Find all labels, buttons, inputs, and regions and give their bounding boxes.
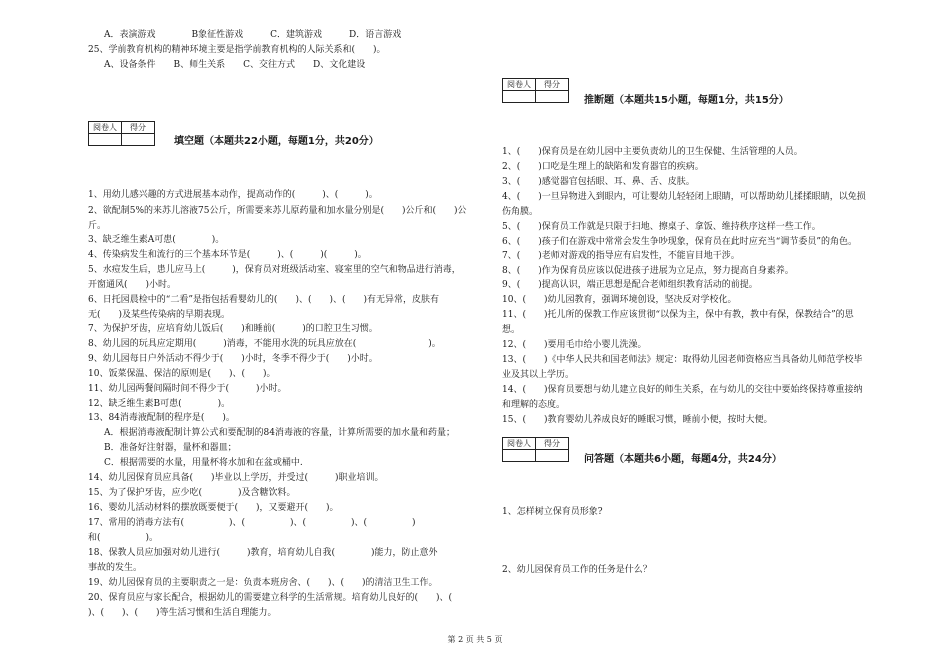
question-line: 17、常用的消毒方法有( )、( )、( )、( ) <box>88 518 416 528</box>
judge-line: 11、( )托儿所的保教工作应该贯彻“以保为主，保中有教，教中有保，保教结合”的思 <box>502 310 854 320</box>
score-box-grader-cell <box>89 134 122 146</box>
option-line: A、设备条件 B、师生关系 C、交往方式 D、文化建设 <box>104 60 366 70</box>
judge-line: 4、( )一旦异物进入到眼内，可让婴幼儿轻轻闭上眼睛，可以帮助幼儿揉揉眼睛，以免损 <box>502 192 866 202</box>
judge-line: 想。 <box>502 325 521 335</box>
question-line: 12、缺乏维生素B可患( )。 <box>88 399 231 409</box>
question-line: 3、缺乏维生素A可患( )。 <box>88 235 225 245</box>
section-title-judge: 推断题（本题共15小题，每题1分，共15分） <box>584 95 789 106</box>
option-line: A．表演游戏 B象征性游戏 C．建筑游戏 D．语言游戏 <box>104 30 402 40</box>
page-number: 第 2 页 共 5 页 <box>447 635 503 644</box>
judge-line: 2、( )口吃是生理上的缺陷和发育器官的疾病。 <box>502 162 704 172</box>
section-title-fill-blank: 填空题（本题共22小题，每题1分，共20分） <box>174 136 379 147</box>
question-line: 25、学前教育机构的精神环境主要是指学前教育机构的人际关系和( )。 <box>88 45 386 55</box>
score-box <box>502 437 569 462</box>
question-line: 13、84消毒液配制的程序是( )。 <box>88 413 235 423</box>
score-box-grader-label: 阅卷人 <box>503 438 536 450</box>
question-line: 斤。 <box>88 221 107 231</box>
question-line: 和( )。 <box>88 533 159 543</box>
judge-line: 13、( )《中华人民共和国老师法》规定：取得幼儿园老师资格应当具备幼儿师范学校毕 <box>502 355 863 365</box>
judge-line: 5、( )保育员工作就是只限于扫地、擦桌子、拿饭、维持秩序这样一些工作。 <box>502 222 821 232</box>
judge-line: 7、( )老师对游戏的指导应有启发性，不能盲目地干涉。 <box>502 251 740 261</box>
question-line: 无( )及某些传染病的早期表现。 <box>88 310 231 320</box>
question-line: )、( )、( )等生活习惯和生活自理能力。 <box>88 608 277 618</box>
judge-line: 14、( )保育员要想与幼儿建立良好的师生关系，在与幼儿的交往中要始终保持尊重接纳 <box>502 385 863 395</box>
judge-line: 6、( )孩子们在游戏中常常会发生争吵现象，保育员在此时应充当“调节委员”的角色。 <box>502 237 857 247</box>
question-line: 19、幼儿园保育员的主要职责之一是：负责本班房舍、( )、( )的清洁卫生工作。 <box>88 578 438 588</box>
question-line: 18、保教人员应加强对幼儿进行( )教育，培育幼儿自我( )能力，防止意外 <box>88 548 438 558</box>
section-title-qa: 问答题（本题共6小题，每题4分，共24分） <box>584 454 782 465</box>
score-box <box>88 121 155 146</box>
qa-question: 2、幼儿园保育员工作的任务是什么？ <box>502 565 652 575</box>
score-box-score-label: 得分 <box>122 122 155 134</box>
score-box-score-label: 得分 <box>536 438 569 450</box>
question-line: 11、幼儿园两餐间隔时间不得少于( )小时。 <box>88 384 287 394</box>
judge-line: 15、( )教育婴幼儿养成良好的睡眠习惯，睡前小便，按时大便。 <box>502 415 773 425</box>
question-line: 6、日托园晨检中的“二看”是指包括看婴幼儿的( )、( )、( )有无异常，皮肤有 <box>88 295 439 305</box>
question-line: 14、幼儿园保育员应具备( )毕业以上学历，并受过( )职业培训。 <box>88 473 384 483</box>
question-line: 4、传染病发生和流行的三个基本环节是( )、( )( )。 <box>88 250 367 260</box>
question-line: 7、为保护牙齿，应培育幼儿饭后( )和睡前( )的口腔卫生习惯。 <box>88 324 378 334</box>
score-box-score-cell <box>122 134 155 146</box>
question-line: 9、幼儿园每日户外活动不得少于( )小时，冬季不得少于( )小时。 <box>88 354 378 364</box>
question-line: 2、欲配制5%的来苏儿溶液75公斤，所需要来苏儿原药量和加水量分别是( )公斤和( )公 <box>88 206 467 216</box>
question-line: 5、水痘发生后，患儿应马上( )，保育员对班级活动室、寝室里的空气和物品进行消毒， <box>88 265 461 275</box>
option-line: C．根据需要的水量，用量杯将水加和在盆或桶中. <box>104 458 303 468</box>
judge-line: 12、( )要用毛巾给小婴儿洗澡。 <box>502 340 647 350</box>
judge-line: 伤角膜。 <box>502 207 539 217</box>
score-box-score-label: 得分 <box>536 79 569 91</box>
judge-line: 1、( )保育员是在幼儿园中主要负责幼儿的卫生保健、生活管理的人员。 <box>502 147 803 157</box>
score-box-grader-cell <box>503 91 536 103</box>
score-box-score-cell <box>536 450 569 462</box>
qa-question: 1、怎样树立保育员形象? <box>502 507 603 517</box>
question-line: 开窗通风( )小时。 <box>88 280 177 290</box>
judge-line: 和理解的态度。 <box>502 400 566 410</box>
question-line: 8、幼儿园的玩具应定期用( )消毒，不能用水洗的玩具应放在( )。 <box>88 339 441 349</box>
question-line: 15、为了保护牙齿，应少吃( )及含糖饮料。 <box>88 488 296 498</box>
score-box-grader-label: 阅卷人 <box>89 122 122 134</box>
question-line: 10、饭菜保温、保洁的原则是( )、( )。 <box>88 369 276 379</box>
judge-line: 8、( )作为保育员应该以促进孩子进展为立足点，努力提高自身素养。 <box>502 266 794 276</box>
score-box-score-cell <box>536 91 569 103</box>
judge-line: 业及其以上学历。 <box>502 370 575 380</box>
judge-line: 9、( )提高认识，端正思想是配合老师组织教育活动的前提。 <box>502 280 758 290</box>
option-line: B．准备好注射器，量杯和器皿； <box>104 443 237 453</box>
question-line: 16、婴幼儿活动材料的摆放既要便于( )，又要避开( )。 <box>88 503 339 513</box>
judge-line: 10、( )幼儿园教育，强调环境创设，坚决反对学校化。 <box>502 295 737 305</box>
judge-line: 3、( )感觉器官包括眼、耳、鼻、舌、皮肤。 <box>502 177 695 187</box>
score-box-grader-cell <box>503 450 536 462</box>
question-line: 1、用幼儿感兴趣的方式进展基本动作，提高动作的( )、( )。 <box>88 190 378 200</box>
score-box-grader-label: 阅卷人 <box>503 79 536 91</box>
score-box <box>502 78 569 103</box>
question-line: 20、保育员应与家长配合，根据幼儿的需要建立科学的生活常规。培育幼儿良好的( )、( <box>88 593 470 603</box>
option-line: A．根据消毒液配制计算公式和要配制的84消毒液的容量，计算所需要的加水量和药量； <box>104 428 455 438</box>
question-line: 事故的发生。 <box>88 563 143 573</box>
